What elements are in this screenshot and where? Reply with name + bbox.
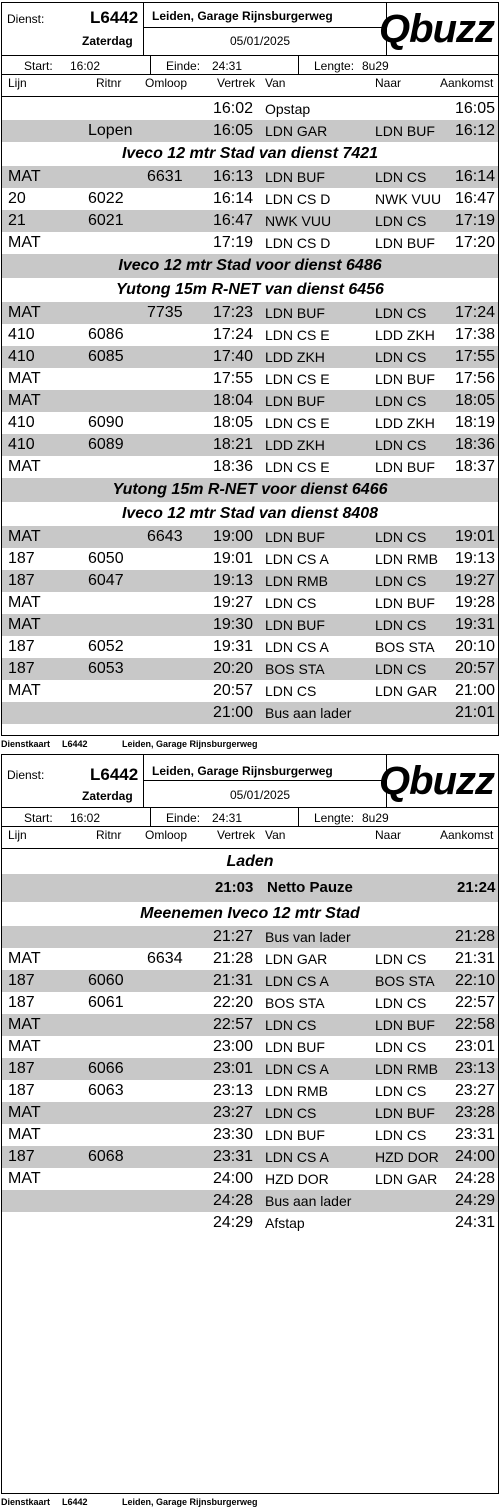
cell-naar: LDN CS — [375, 349, 427, 365]
cell-lijn: MAT — [8, 950, 41, 967]
cell-aankomst: 17:24 — [455, 304, 496, 321]
cell-vertrek: 19:00 — [213, 528, 254, 545]
cell-vertrek: 23:30 — [213, 1126, 254, 1143]
footer-label: Dienstkaart — [1, 1497, 51, 1507]
cell-van: LDN CS E — [265, 459, 330, 475]
cell-omloop: 6634 — [147, 950, 183, 967]
cell-ritnr: 6053 — [88, 660, 124, 677]
cell-aankomst: 18:19 — [455, 414, 496, 431]
cell-van: HZD DOR — [265, 1171, 329, 1187]
col-omloop: Omloop — [145, 828, 188, 842]
day-label: Zaterdag — [82, 789, 133, 803]
cell-naar: LDD ZKH — [375, 415, 435, 431]
cell-naar: LDN CS — [375, 305, 427, 321]
cell-aankomst: 21:31 — [455, 950, 496, 967]
col-vertrek: Vertrek — [217, 828, 256, 842]
cell-naar: LDN CS — [375, 213, 427, 229]
col-naar: Naar — [375, 76, 402, 90]
cell-aankomst: 23:13 — [455, 1060, 496, 1077]
section-heading: Iveco 12 mtr Stad van dienst 8408 — [121, 505, 379, 522]
cell-vertrek: 18:21 — [213, 436, 254, 453]
cell-vertrek: 17:55 — [213, 370, 254, 387]
table-row — [2, 1102, 498, 1124]
trip-table — [2, 98, 498, 724]
cell-lijn: MAT — [8, 682, 41, 699]
cell-vertrek: 21:03 — [215, 879, 254, 896]
table-row — [2, 1146, 498, 1168]
cell-ritnr: 6022 — [88, 190, 124, 207]
cell-vertrek: 17:24 — [213, 326, 254, 343]
cell-aankomst: 21:00 — [455, 682, 496, 699]
cell-van: LDN CS A — [265, 1149, 329, 1165]
cell-aankomst: 18:05 — [455, 392, 496, 409]
cell-aankomst: 19:31 — [455, 616, 496, 633]
cell-lijn: 410 — [8, 348, 35, 365]
cell-ritnr: 6068 — [88, 1148, 124, 1165]
cell-naar: BOS STA — [375, 639, 435, 655]
table-row — [2, 992, 498, 1014]
cell-lijn: 21 — [8, 212, 26, 229]
cell-vertrek: 16:14 — [213, 190, 254, 207]
cell-vertrek: 21:00 — [213, 704, 254, 721]
cell-omloop: 6631 — [147, 168, 183, 185]
table-row — [2, 1080, 498, 1102]
cell-naar: BOS STA — [375, 973, 435, 989]
cell-naar: HZD DOR — [375, 1149, 439, 1165]
cell-lijn: MAT — [8, 616, 41, 633]
cell-lijn: 410 — [8, 436, 35, 453]
cell-aankomst: 18:36 — [455, 436, 496, 453]
cell-lijn: 187 — [8, 994, 35, 1011]
table-row — [2, 324, 498, 346]
cell-van: LDN CS — [265, 683, 317, 699]
table-row — [2, 1212, 498, 1234]
cell-vertrek: 20:20 — [213, 660, 254, 677]
table-row — [2, 346, 498, 368]
cell-van: LDN CS — [265, 595, 317, 611]
cell-lijn: 187 — [8, 1060, 35, 1077]
cell-lijn: 187 — [8, 1148, 35, 1165]
cell-ritnr: 6021 — [88, 212, 124, 229]
cell-naar: LDN CS — [375, 529, 427, 545]
column-headers — [2, 828, 498, 848]
date: 05/01/2025 — [230, 788, 291, 802]
table-row — [2, 1168, 498, 1190]
cell-aankomst: 17:38 — [455, 326, 496, 343]
cell-ritnr: 6047 — [88, 572, 124, 589]
table-row — [2, 1036, 498, 1058]
table-row — [2, 456, 498, 478]
cell-naar: LDN CS — [375, 995, 427, 1011]
col-naar: Naar — [375, 828, 402, 842]
cell-vertrek: 23:00 — [213, 1038, 254, 1055]
table-row — [2, 98, 498, 120]
cell-naar: LDN BUF — [375, 1017, 435, 1033]
cell-naar: LDN BUF — [375, 1105, 435, 1121]
cell-van: LDN CS A — [265, 973, 329, 989]
cell-van: LDN GAR — [265, 951, 328, 967]
table-row — [2, 702, 498, 724]
table-row — [2, 1190, 498, 1212]
start-time: 16:02 — [70, 811, 101, 825]
footer-label: Dienstkaart — [1, 739, 51, 749]
cell-ritnr: 6060 — [88, 972, 124, 989]
cell-vertrek: 18:04 — [213, 392, 254, 409]
cell-aankomst: 17:20 — [455, 234, 496, 251]
cell-lijn: 410 — [8, 414, 35, 431]
cell-aankomst: 24:00 — [455, 1148, 496, 1165]
table-row — [2, 548, 498, 570]
cell-vertrek: 16:02 — [213, 100, 254, 117]
cell-aankomst: 17:56 — [455, 370, 496, 387]
cell-van: LDN BUF — [265, 529, 325, 545]
table-row — [2, 592, 498, 614]
dienst-label: Dienst: — [7, 12, 45, 26]
cell-naar: LDN BUF — [375, 595, 435, 611]
table-row — [2, 210, 498, 232]
start-time: 16:02 — [70, 59, 101, 73]
table-row — [2, 232, 498, 254]
section-heading: Meenemen Iveco 12 mtr Stad — [140, 905, 360, 922]
table-row — [2, 302, 498, 324]
lengte-label: Lengte: — [314, 59, 355, 73]
cell-van: Opstap — [265, 101, 311, 117]
cell-aankomst: 16:05 — [455, 100, 496, 117]
cell-naar: LDN CS — [375, 169, 427, 185]
cell-lijn: MAT — [8, 1170, 41, 1187]
table-row — [2, 614, 498, 636]
cell-omloop: 7735 — [147, 304, 183, 321]
cell-van: Afstap — [265, 1215, 305, 1231]
cell-van: LDN BUF — [265, 1127, 325, 1143]
start-label: Start: — [24, 59, 53, 73]
cell-ritnr: 6052 — [88, 638, 124, 655]
cell-vertrek: 19:30 — [213, 616, 254, 633]
cell-van: Bus aan lader — [265, 1193, 352, 1209]
card-header — [2, 3, 498, 98]
table-row — [2, 570, 498, 592]
cell-aankomst: 16:47 — [455, 190, 496, 207]
cell-lijn: MAT — [8, 304, 41, 321]
cell-lijn: 20 — [8, 190, 26, 207]
cell-ritnr: 6085 — [88, 348, 124, 365]
cell-van: LDN BUF — [265, 617, 325, 633]
cell-lijn: 410 — [8, 326, 35, 343]
cell-aankomst: 22:58 — [455, 1016, 496, 1033]
cell-aankomst: 17:19 — [455, 212, 496, 229]
cell-lijn: 187 — [8, 572, 35, 589]
cell-van: LDN RMB — [265, 1083, 329, 1099]
cell-vertrek: 18:05 — [213, 414, 254, 431]
cell-naar: LDN RMB — [375, 551, 439, 567]
table-row — [2, 970, 498, 992]
table-row — [2, 390, 498, 412]
table-row — [2, 926, 498, 948]
cell-naar: NWK VUU — [375, 191, 442, 207]
cell-aankomst: 16:12 — [455, 122, 496, 139]
cell-lijn: MAT — [8, 458, 41, 475]
col-aankomst: Aankomst — [440, 76, 494, 90]
cell-lijn: MAT — [8, 594, 41, 611]
cell-naar: LDN CS — [375, 393, 427, 409]
cell-van: LDN BUF — [265, 1039, 325, 1055]
cell-lijn: MAT — [8, 1126, 41, 1143]
table-row — [2, 120, 498, 142]
cell-aankomst: 23:28 — [455, 1104, 496, 1121]
cell-naar: LDN GAR — [375, 1171, 438, 1187]
cell-vertrek: 22:20 — [213, 994, 254, 1011]
cell-vertrek: 17:40 — [213, 348, 254, 365]
cell-aankomst: 23:01 — [455, 1038, 496, 1055]
table-row — [2, 434, 498, 456]
cell-ritnr: 6089 — [88, 436, 124, 453]
cell-lijn: 187 — [8, 660, 35, 677]
cell-aankomst: 24:28 — [455, 1170, 496, 1187]
cell-van: LDN BUF — [265, 393, 325, 409]
col-ritnr: Ritnr — [96, 76, 122, 90]
day-label: Zaterdag — [82, 34, 133, 48]
cell-vertrek: 24:00 — [213, 1170, 254, 1187]
cell-van: LDN BUF — [265, 305, 325, 321]
cell-van: BOS STA — [265, 995, 325, 1011]
cell-vertrek: 22:57 — [213, 1016, 254, 1033]
cell-van: LDN CS A — [265, 551, 329, 567]
cell-van: LDN RMB — [265, 573, 329, 589]
cell-aankomst: 22:57 — [455, 994, 496, 1011]
cell-van: LDN CS A — [265, 1061, 329, 1077]
dienst-number: L6442 — [90, 8, 139, 27]
cell-naar: LDN BUF — [375, 235, 435, 251]
cell-aankomst: 18:37 — [455, 458, 496, 475]
date: 05/01/2025 — [230, 34, 291, 48]
cell-van: BOS STA — [265, 661, 325, 677]
lengte-value: 8u29 — [362, 59, 389, 73]
cell-naar: LDN CS — [375, 573, 427, 589]
col-ritnr: Ritnr — [96, 828, 122, 842]
cell-vertrek: 17:23 — [213, 304, 254, 321]
cell-ritnr: 6066 — [88, 1060, 124, 1077]
cell-naar: LDN BUF — [375, 371, 435, 387]
cell-van: LDD ZKH — [265, 349, 325, 365]
cell-lijn: 187 — [8, 638, 35, 655]
qbuzz-logo: Qbuzz — [379, 759, 494, 803]
page-2-footer — [1, 1497, 499, 1509]
cell-van: LDN CS E — [265, 371, 330, 387]
cell-aankomst: 24:29 — [455, 1192, 496, 1209]
cell-vertrek: 21:28 — [213, 950, 254, 967]
dienstkaart-page-1 — [1, 2, 499, 736]
table-row — [2, 636, 498, 658]
table-row — [2, 1124, 498, 1146]
table-row — [2, 1014, 498, 1036]
cell-vertrek: 16:13 — [213, 168, 254, 185]
cell-lijn: MAT — [8, 1104, 41, 1121]
cell-ritnr: 6086 — [88, 326, 124, 343]
cell-vertrek: 23:31 — [213, 1148, 254, 1165]
qbuzz-logo: Qbuzz — [379, 7, 494, 51]
cell-aankomst: 21:24 — [457, 879, 496, 896]
table-row — [2, 680, 498, 702]
section-heading: Laden — [226, 853, 274, 870]
cell-naar: LDN CS — [375, 1083, 427, 1099]
table-row — [2, 412, 498, 434]
cell-vertrek: 18:36 — [213, 458, 254, 475]
cell-aankomst: 21:01 — [455, 704, 496, 721]
pause-row — [2, 874, 498, 902]
section-heading: Iveco 12 mtr Stad voor dienst 6486 — [2, 254, 498, 278]
lengte-label: Lengte: — [314, 811, 355, 825]
table-row — [2, 166, 498, 188]
cell-vertrek: 19:31 — [213, 638, 254, 655]
cell-aankomst: 19:27 — [455, 572, 496, 589]
cell-vertrek: 19:13 — [213, 572, 254, 589]
cell-van: Bus aan lader — [265, 705, 352, 721]
cell-aankomst: 23:31 — [455, 1126, 496, 1143]
section-heading: Yutong 15m R-NET voor dienst 6466 — [2, 478, 498, 502]
cell-naar: LDD ZKH — [375, 327, 435, 343]
cell-lijn: MAT — [8, 528, 41, 545]
footer-location: Leiden, Garage Rijnsburgerweg — [122, 1497, 258, 1507]
cell-van: NWK VUU — [265, 213, 332, 229]
column-headers — [2, 76, 498, 96]
cell-vertrek: 17:19 — [213, 234, 254, 251]
cell-aankomst: 19:28 — [455, 594, 496, 611]
cell-vertrek: 19:27 — [213, 594, 254, 611]
cell-ritnr: Lopen — [88, 122, 133, 139]
cell-van: LDN GAR — [265, 123, 328, 139]
cell-van: LDD ZKH — [265, 437, 325, 453]
col-vertrek: Vertrek — [217, 76, 256, 90]
cell-van: LDN CS — [265, 1017, 317, 1033]
cell-aankomst: 20:10 — [455, 638, 496, 655]
cell-aankomst: 17:55 — [455, 348, 496, 365]
cell-aankomst: 21:28 — [455, 928, 496, 945]
card-header — [2, 755, 498, 850]
cell-omloop: 6643 — [147, 528, 183, 545]
cell-aankomst: 23:27 — [455, 1082, 496, 1099]
einde-time: 24:31 — [212, 811, 243, 825]
cell-lijn: MAT — [8, 234, 41, 251]
cell-van: LDN CS E — [265, 327, 330, 343]
section-heading: Yutong 15m R-NET van dienst 6456 — [116, 281, 384, 298]
dienst-label: Dienst: — [7, 768, 45, 782]
cell-naar: LDN CS — [375, 437, 427, 453]
table-row — [2, 658, 498, 680]
cell-vertrek: 23:13 — [213, 1082, 254, 1099]
cell-naar: LDN BUF — [375, 459, 435, 475]
cell-ritnr: 6090 — [88, 414, 124, 431]
cell-lijn: MAT — [8, 392, 41, 409]
table-row — [2, 526, 498, 548]
col-lijn: Lijn — [8, 76, 27, 90]
cell-vertrek: 16:05 — [213, 122, 254, 139]
cell-lijn: 187 — [8, 972, 35, 989]
lengte-value: 8u29 — [362, 811, 389, 825]
start-label: Start: — [24, 811, 53, 825]
cell-van: LDN CS — [265, 1105, 317, 1121]
col-van: Van — [265, 828, 286, 842]
cell-vertrek: 21:31 — [213, 972, 254, 989]
cell-lijn: MAT — [8, 1016, 41, 1033]
col-van: Van — [265, 76, 286, 90]
cell-van: LDN CS A — [265, 639, 329, 655]
location-title: Leiden, Garage Rijnsburgerweg — [152, 9, 333, 23]
table-row — [2, 948, 498, 970]
cell-naar: LDN CS — [375, 1039, 427, 1055]
cell-naar: LDN CS — [375, 661, 427, 677]
trip-table — [2, 850, 498, 1234]
footer-code: L6442 — [62, 1497, 88, 1507]
footer-location: Leiden, Garage Rijnsburgerweg — [122, 739, 258, 749]
einde-time: 24:31 — [212, 59, 243, 73]
cell-naar: LDN RMB — [375, 1061, 439, 1077]
footer-code: L6442 — [62, 739, 88, 749]
cell-aankomst: 19:13 — [455, 550, 496, 567]
einde-label: Einde: — [166, 811, 201, 825]
dienstkaart-page-2 — [1, 754, 499, 1494]
page-1-footer — [1, 739, 499, 751]
col-aankomst: Aankomst — [440, 828, 494, 842]
cell-aankomst: 16:14 — [455, 168, 496, 185]
cell-naar: LDN CS — [375, 617, 427, 633]
cell-lijn: MAT — [8, 370, 41, 387]
cell-vertrek: 20:57 — [213, 682, 254, 699]
dienst-number: L6442 — [90, 765, 139, 784]
cell-van: LDN BUF — [265, 169, 325, 185]
cell-naar: LDN CS — [375, 951, 427, 967]
cell-van: Bus van lader — [265, 929, 351, 945]
location-title: Leiden, Garage Rijnsburgerweg — [152, 764, 333, 778]
table-row — [2, 368, 498, 390]
cell-lijn: 187 — [8, 550, 35, 567]
cell-vertrek: 23:27 — [213, 1104, 254, 1121]
cell-aankomst: 24:31 — [455, 1214, 496, 1231]
table-row — [2, 188, 498, 210]
cell-lijn: MAT — [8, 1038, 41, 1055]
cell-ritnr: 6061 — [88, 994, 124, 1011]
col-lijn: Lijn — [8, 828, 27, 842]
cell-lijn: 187 — [8, 1082, 35, 1099]
cell-van: LDN CS E — [265, 415, 330, 431]
cell-naar: LDN CS — [375, 1127, 427, 1143]
cell-vertrek: 19:01 — [213, 550, 254, 567]
cell-aankomst: 19:01 — [455, 528, 496, 545]
cell-vertrek: 16:47 — [213, 212, 254, 229]
cell-naar: LDN GAR — [375, 683, 438, 699]
cell-ritnr: 6050 — [88, 550, 124, 567]
cell-vertrek: 24:29 — [213, 1214, 254, 1231]
cell-naar: LDN BUF — [375, 123, 435, 139]
cell-van: Netto Pauze — [267, 879, 353, 896]
einde-label: Einde: — [166, 59, 201, 73]
cell-van: LDN CS D — [265, 191, 331, 207]
cell-vertrek: 24:28 — [213, 1192, 254, 1209]
section-heading: Iveco 12 mtr Stad van dienst 7421 — [121, 145, 379, 162]
cell-vertrek: 21:27 — [213, 928, 254, 945]
cell-aankomst: 20:57 — [455, 660, 496, 677]
cell-aankomst: 22:10 — [455, 972, 496, 989]
cell-lijn: MAT — [8, 168, 41, 185]
table-row — [2, 1058, 498, 1080]
col-omloop: Omloop — [145, 76, 188, 90]
cell-van: LDN CS D — [265, 235, 331, 251]
cell-vertrek: 23:01 — [213, 1060, 254, 1077]
cell-ritnr: 6063 — [88, 1082, 124, 1099]
